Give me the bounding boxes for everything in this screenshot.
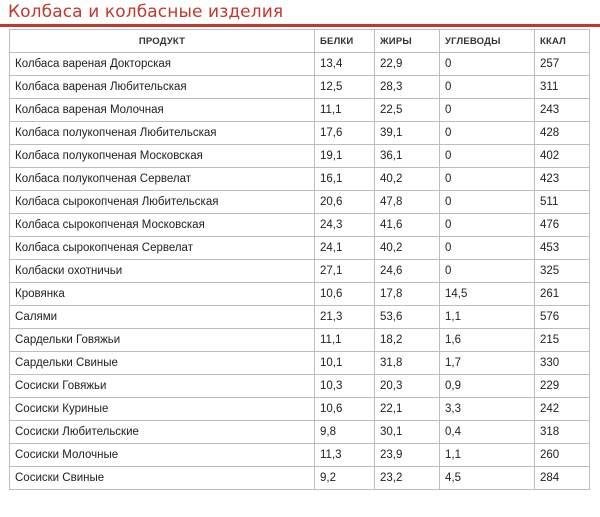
protein-cell: 21,3 — [315, 306, 375, 329]
table-row — [10, 260, 590, 283]
kcal-cell: 257 — [535, 53, 590, 76]
fat-cell: 17,8 — [375, 283, 440, 306]
protein-cell: 27,1 — [315, 260, 375, 283]
product-cell: Колбаски охотничьи — [10, 260, 315, 283]
protein-cell: 10,3 — [315, 375, 375, 398]
table-row — [10, 145, 590, 168]
carbs-cell: 0 — [440, 237, 535, 260]
fat-cell: 41,6 — [375, 214, 440, 237]
carbs-cell: 0,9 — [440, 375, 535, 398]
page-title: Колбаса и колбасные изделия — [8, 2, 284, 22]
carbs-cell: 4,5 — [440, 467, 535, 490]
kcal-cell: 229 — [535, 375, 590, 398]
kcal-cell: 311 — [535, 76, 590, 99]
product-cell: Сосиски Молочные — [10, 444, 315, 467]
fat-cell: 47,8 — [375, 191, 440, 214]
carbs-cell: 1,7 — [440, 352, 535, 375]
kcal-cell: 242 — [535, 398, 590, 421]
kcal-cell: 318 — [535, 421, 590, 444]
protein-cell: 11,3 — [315, 444, 375, 467]
protein-cell: 10,1 — [315, 352, 375, 375]
fat-cell: 23,9 — [375, 444, 440, 467]
fat-cell: 24,6 — [375, 260, 440, 283]
kcal-cell: 476 — [535, 214, 590, 237]
fat-cell: 53,6 — [375, 306, 440, 329]
product-cell: Сосиски Говяжьи — [10, 375, 315, 398]
carbs-cell: 3,3 — [440, 398, 535, 421]
fat-cell: 20,3 — [375, 375, 440, 398]
carbs-cell: 0,4 — [440, 421, 535, 444]
product-cell: Колбаса вареная Молочная — [10, 99, 315, 122]
carbs-cell: 0 — [440, 122, 535, 145]
carbs-cell: 1,1 — [440, 306, 535, 329]
fat-cell: 22,1 — [375, 398, 440, 421]
protein-cell: 17,6 — [315, 122, 375, 145]
carbs-cell: 1,1 — [440, 444, 535, 467]
nutrition-table — [9, 29, 590, 490]
kcal-cell: 402 — [535, 145, 590, 168]
product-cell: Колбаса сырокопченая Сервелат — [10, 237, 315, 260]
table-row — [10, 191, 590, 214]
table-row — [10, 467, 590, 490]
product-cell: Колбаса вареная Любительская — [10, 76, 315, 99]
table-row — [10, 352, 590, 375]
table-row — [10, 214, 590, 237]
carbs-cell: 14,5 — [440, 283, 535, 306]
protein-cell: 24,3 — [315, 214, 375, 237]
carbs-cell: 0 — [440, 145, 535, 168]
table-row — [10, 76, 590, 99]
table-row — [10, 329, 590, 352]
product-cell: Колбаса сырокопченая Любительская — [10, 191, 315, 214]
carbs-cell: 0 — [440, 53, 535, 76]
kcal-cell: 576 — [535, 306, 590, 329]
table-row — [10, 237, 590, 260]
fat-cell: 40,2 — [375, 237, 440, 260]
fat-cell: 31,8 — [375, 352, 440, 375]
kcal-cell: 423 — [535, 168, 590, 191]
table-row — [10, 375, 590, 398]
protein-cell: 20,6 — [315, 191, 375, 214]
kcal-cell: 511 — [535, 191, 590, 214]
kcal-cell: 428 — [535, 122, 590, 145]
protein-cell: 11,1 — [315, 329, 375, 352]
product-cell: Сосиски Свиные — [10, 467, 315, 490]
table-row — [10, 306, 590, 329]
product-cell: Колбаса полукопченая Московская — [10, 145, 315, 168]
table-row — [10, 283, 590, 306]
table-row — [10, 122, 590, 145]
product-cell: Колбаса полукопченая Сервелат — [10, 168, 315, 191]
protein-cell: 12,5 — [315, 76, 375, 99]
product-cell: Сосиски Куриные — [10, 398, 315, 421]
protein-cell: 19,1 — [315, 145, 375, 168]
table-row — [10, 168, 590, 191]
kcal-cell: 260 — [535, 444, 590, 467]
column-header-kcal: ККАЛ — [535, 30, 590, 53]
carbs-cell: 0 — [440, 168, 535, 191]
fat-cell: 22,5 — [375, 99, 440, 122]
fat-cell: 30,1 — [375, 421, 440, 444]
title-underline — [0, 24, 600, 27]
column-header-fat: ЖИРЫ — [375, 30, 440, 53]
fat-cell: 39,1 — [375, 122, 440, 145]
column-header-carbs: УГЛЕВОДЫ — [440, 30, 535, 53]
product-cell: Сардельки Свиные — [10, 352, 315, 375]
product-cell: Колбаса сырокопченая Московская — [10, 214, 315, 237]
protein-cell: 10,6 — [315, 283, 375, 306]
kcal-cell: 284 — [535, 467, 590, 490]
protein-cell: 9,2 — [315, 467, 375, 490]
kcal-cell: 453 — [535, 237, 590, 260]
fat-cell: 28,3 — [375, 76, 440, 99]
carbs-cell: 0 — [440, 191, 535, 214]
table-row — [10, 444, 590, 467]
kcal-cell: 243 — [535, 99, 590, 122]
product-cell: Салями — [10, 306, 315, 329]
protein-cell: 16,1 — [315, 168, 375, 191]
protein-cell: 9,8 — [315, 421, 375, 444]
carbs-cell: 1,6 — [440, 329, 535, 352]
protein-cell: 13,4 — [315, 53, 375, 76]
table-row — [10, 53, 590, 76]
protein-cell: 10,6 — [315, 398, 375, 421]
carbs-cell: 0 — [440, 99, 535, 122]
kcal-cell: 325 — [535, 260, 590, 283]
table-row — [10, 421, 590, 444]
table-row — [10, 99, 590, 122]
fat-cell: 36,1 — [375, 145, 440, 168]
fat-cell: 22,9 — [375, 53, 440, 76]
kcal-cell: 330 — [535, 352, 590, 375]
carbs-cell: 0 — [440, 260, 535, 283]
product-cell: Сардельки Говяжьи — [10, 329, 315, 352]
protein-cell: 11,1 — [315, 99, 375, 122]
product-cell: Колбаса вареная Докторская — [10, 53, 315, 76]
carbs-cell: 0 — [440, 214, 535, 237]
fat-cell: 18,2 — [375, 329, 440, 352]
table-row — [10, 398, 590, 421]
fat-cell: 40,2 — [375, 168, 440, 191]
column-header-protein: БЕЛКИ — [315, 30, 375, 53]
product-cell: Колбаса полукопченая Любительская — [10, 122, 315, 145]
protein-cell: 24,1 — [315, 237, 375, 260]
product-cell: Кровянка — [10, 283, 315, 306]
header-row — [10, 30, 590, 53]
fat-cell: 23,2 — [375, 467, 440, 490]
product-cell: Сосиски Любительские — [10, 421, 315, 444]
column-header-product: ПРОДУКТ — [10, 30, 315, 53]
kcal-cell: 261 — [535, 283, 590, 306]
kcal-cell: 215 — [535, 329, 590, 352]
carbs-cell: 0 — [440, 76, 535, 99]
